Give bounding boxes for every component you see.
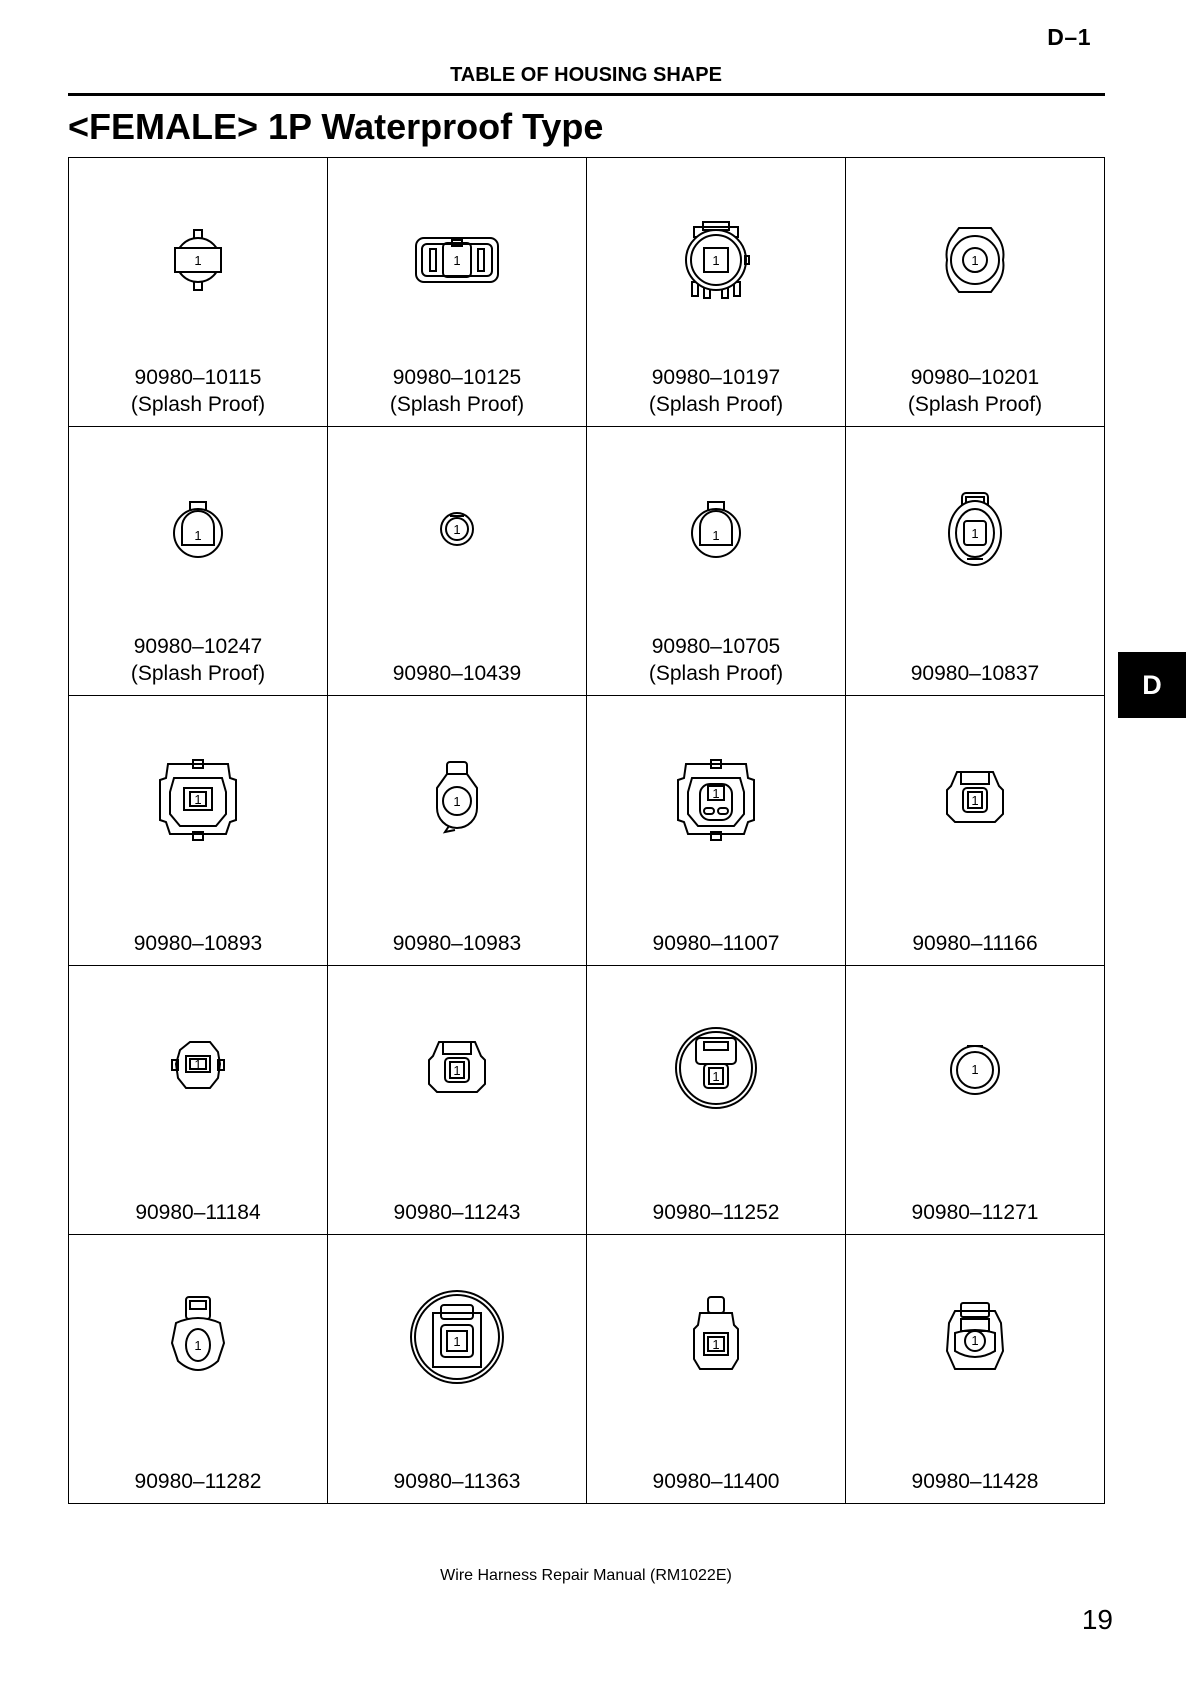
- connector-housing-diagram: [138, 738, 258, 858]
- connector-cell: [328, 158, 587, 427]
- part-number: 90980–11166: [912, 931, 1038, 955]
- part-note: (Splash Proof): [648, 393, 784, 417]
- running-header: TABLE OF HOUSING SHAPE: [450, 64, 722, 86]
- connector-caption: [328, 930, 586, 957]
- pin-number: 1: [194, 528, 202, 544]
- connector-housing-diagram: [397, 738, 517, 858]
- connector-housing-diagram: [397, 200, 517, 320]
- connector-caption: [587, 930, 845, 957]
- page-title: <FEMALE> 1P Waterproof Type: [68, 106, 604, 147]
- connector-cell: [69, 427, 328, 696]
- connector-caption: [587, 1468, 845, 1495]
- part-number: 90980–11271: [911, 1200, 1039, 1224]
- pin-number: 1: [971, 793, 979, 809]
- connector-caption: [69, 633, 327, 687]
- part-number: 90980–11252: [652, 1200, 780, 1224]
- part-number: 90980–10439: [392, 662, 522, 686]
- connector-cell: [846, 1235, 1105, 1504]
- connector-caption: [587, 1199, 845, 1226]
- connector-caption: [846, 364, 1104, 418]
- connector-cell: [587, 158, 846, 427]
- connector-housing-diagram: [915, 1008, 1035, 1128]
- pin-number: 1: [712, 252, 720, 268]
- pin-number: 1: [453, 1333, 461, 1349]
- connector-cell: [69, 158, 328, 427]
- connector-caption: [587, 364, 845, 418]
- connector-cell: [328, 696, 587, 965]
- part-number: 90980–10893: [133, 931, 263, 955]
- pin-number: 1: [712, 1336, 720, 1352]
- pin-number: 1: [194, 252, 202, 268]
- part-number: 90980–10705: [651, 635, 781, 659]
- part-number: 90980–11400: [652, 1470, 780, 1493]
- pin-number: 1: [712, 786, 720, 802]
- connector-caption: [587, 633, 845, 687]
- connector-housing-diagram: [397, 1277, 517, 1397]
- connector-caption: [69, 930, 327, 957]
- connector-cell: [328, 966, 587, 1235]
- connector-housing-diagram: [915, 469, 1035, 589]
- part-number: 90980–10837: [910, 662, 1040, 686]
- pin-number: 1: [971, 526, 979, 542]
- connector-caption: [69, 1199, 327, 1226]
- part-number: 90980–10197: [651, 366, 781, 390]
- part-number: 90980–10247: [133, 635, 263, 659]
- connector-table: [68, 157, 1105, 1504]
- pin-number: 1: [194, 1056, 202, 1072]
- connector-caption: [846, 1199, 1104, 1226]
- connector-housing-diagram: [138, 1277, 258, 1397]
- connector-cell: [69, 966, 328, 1235]
- part-note: (Splash Proof): [389, 393, 525, 417]
- connector-cell: [587, 966, 846, 1235]
- page-number: 19: [1081, 1604, 1113, 1635]
- part-note: (Splash Proof): [130, 662, 266, 686]
- pin-number: 1: [453, 522, 461, 538]
- part-number: 90980–10983: [392, 931, 522, 955]
- connector-cell: [328, 427, 587, 696]
- connector-cell: [846, 966, 1105, 1235]
- header-rule: [68, 93, 1105, 96]
- section-tab: D: [1118, 652, 1186, 718]
- part-note: (Splash Proof): [130, 393, 266, 417]
- part-number: 90980–11007: [652, 931, 780, 955]
- part-number: 90980–10125: [392, 366, 522, 390]
- connector-housing-diagram: [656, 200, 776, 320]
- connector-housing-diagram: [656, 1008, 776, 1128]
- connector-housing-diagram: [138, 200, 258, 320]
- connector-caption: [846, 930, 1104, 957]
- footer-text: Wire Harness Repair Manual (RM1022E): [440, 1567, 732, 1584]
- pin-number: 1: [712, 528, 720, 544]
- connector-caption: [328, 364, 586, 418]
- connector-housing-diagram: [915, 738, 1035, 858]
- pin-number: 1: [453, 1062, 461, 1078]
- part-note: (Splash Proof): [907, 393, 1043, 417]
- pin-number: 1: [453, 794, 461, 810]
- pin-number: 1: [971, 1332, 979, 1348]
- connector-caption: [69, 364, 327, 418]
- pin-number: 1: [712, 1068, 720, 1084]
- connector-housing-diagram: [656, 738, 776, 858]
- connector-cell: [328, 1235, 587, 1504]
- connector-housing-diagram: [656, 1277, 776, 1397]
- connector-cell: [587, 1235, 846, 1504]
- pin-number: 1: [971, 1061, 979, 1077]
- connector-cell: [69, 696, 328, 965]
- part-number: 90980–10201: [910, 366, 1040, 390]
- connector-housing-diagram: [397, 469, 517, 589]
- connector-housing-diagram: [138, 1008, 258, 1128]
- part-note: (Splash Proof): [648, 662, 784, 686]
- connector-cell: [587, 427, 846, 696]
- pin-number: 1: [194, 792, 202, 808]
- part-number: 90980–11184: [135, 1200, 261, 1224]
- connector-housing-diagram: [138, 469, 258, 589]
- part-number: 90980–11363: [393, 1470, 521, 1493]
- connector-housing-diagram: [915, 200, 1035, 320]
- connector-caption: [328, 1199, 586, 1226]
- connector-housing-diagram: [915, 1277, 1035, 1397]
- part-number: 90980–11243: [393, 1200, 521, 1224]
- connector-cell: [846, 696, 1105, 965]
- part-number: 90980–10115: [134, 366, 262, 390]
- connector-caption: [69, 1468, 327, 1495]
- connector-housing-diagram: [397, 1008, 517, 1128]
- connector-caption: [328, 1468, 586, 1495]
- connector-cell: [846, 427, 1105, 696]
- part-number: 90980–11282: [134, 1470, 262, 1493]
- connector-caption: [328, 660, 586, 687]
- section-code: D–1: [1047, 24, 1091, 50]
- pin-number: 1: [194, 1337, 202, 1353]
- part-number: 90980–11428: [911, 1470, 1039, 1493]
- connector-cell: [587, 696, 846, 965]
- pin-number: 1: [971, 252, 979, 268]
- connector-caption: [846, 660, 1104, 687]
- connector-cell: [846, 158, 1105, 427]
- connector-caption: [846, 1468, 1104, 1495]
- connector-cell: [69, 1235, 328, 1504]
- pin-number: 1: [453, 252, 461, 268]
- connector-housing-diagram: [656, 469, 776, 589]
